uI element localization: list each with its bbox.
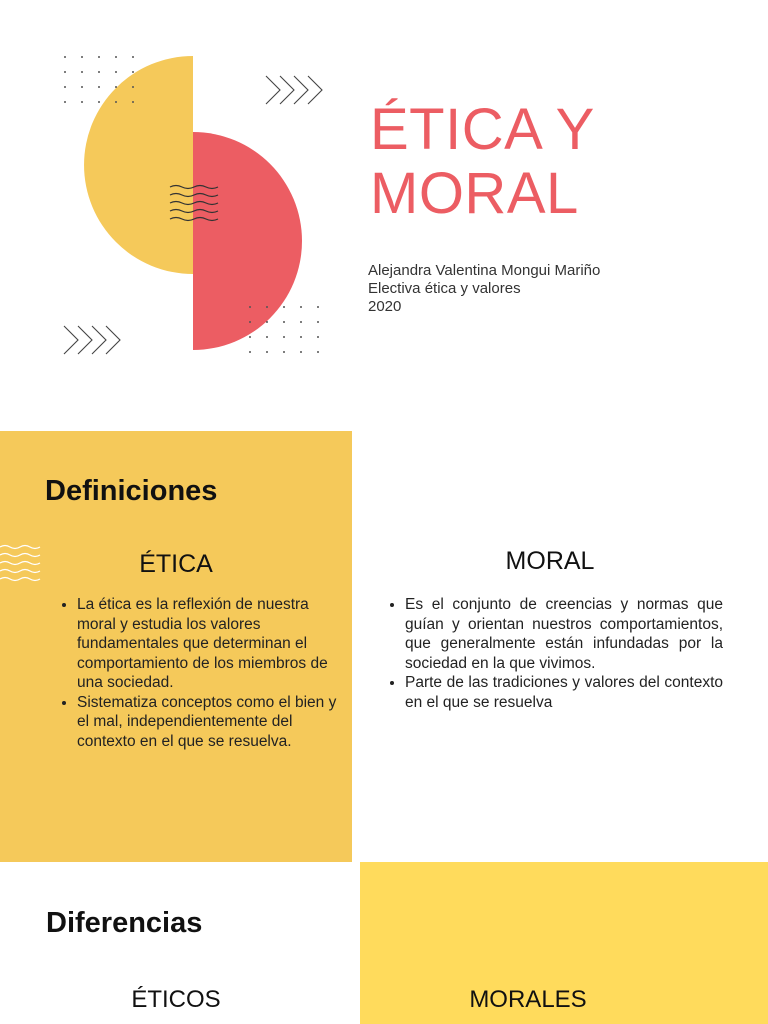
moral-title: MORAL <box>505 547 595 575</box>
list-item: • Parte de las tradiciones y valores del contexto en el que se resuelva <box>405 673 723 712</box>
page-title <box>370 98 750 226</box>
moral-list <box>383 595 723 712</box>
cover-meta <box>368 262 600 316</box>
title-line-2: MORAL <box>370 161 579 226</box>
dot-grid-icon <box>249 306 321 353</box>
etica-title: ÉTICA <box>139 550 213 578</box>
list-item: • Sistematiza conceptos como el bien y el mal, independientemente del contexto en el que se resuelva. <box>77 693 343 752</box>
definiciones-heading: Definiciones <box>45 475 218 507</box>
list-item: • Es el conjunto de creencias y normas que guían y orientan nuestros comportamientos, que generalmente están infundadas por la sociedad en la que vivimos. <box>405 595 723 673</box>
chevrons-icon <box>64 326 120 354</box>
wavy-lines-icon <box>0 543 42 583</box>
morales-title: MORALES <box>469 986 587 1013</box>
year: 2020 <box>368 298 402 315</box>
chevrons-icon <box>266 76 322 104</box>
etica-list <box>55 595 343 751</box>
author-name: Alejandra Valentina Mongui Mariño <box>368 262 601 279</box>
eticos-title: ÉTICOS <box>131 986 221 1013</box>
course-name: Electiva ética y valores <box>368 280 521 297</box>
diferencias-heading: Diferencias <box>46 907 203 939</box>
dot-grid-icon <box>64 56 136 103</box>
title-line-1: ÉTICA Y <box>370 97 595 162</box>
list-item: • La ética es la reflexión de nuestra moral y estudia los valores fundamentales que determinan el comportamiento de los miembros de una sociedad. <box>77 595 343 693</box>
